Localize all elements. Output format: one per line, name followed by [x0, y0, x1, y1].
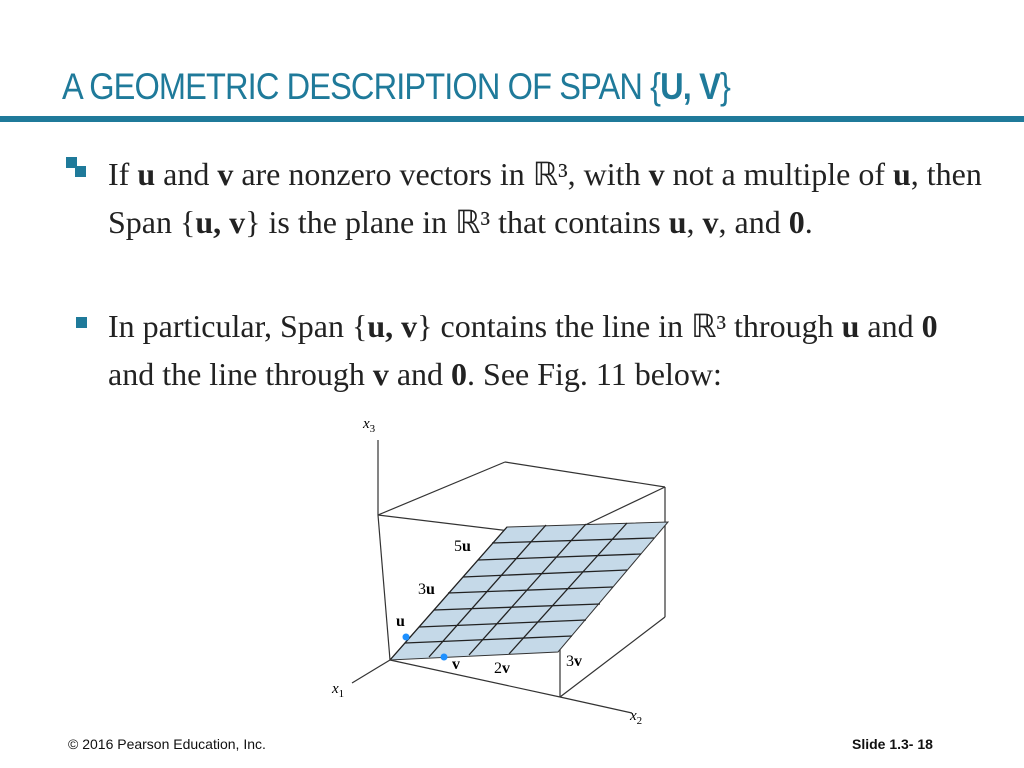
bullet-1-text: If u and v are nonzero vectors in ℝ³, with v not a multiple of u, then Span {u, v} is the plane in ℝ³ that contains u, v, and 0. [108, 156, 982, 240]
copyright-footer: © 2016 Pearson Education, Inc. [68, 736, 266, 752]
slide-title: A GEOMETRIC DESCRIPTION OF SPAN {U, V} [62, 66, 730, 107]
bullet-square-small-icon [76, 317, 88, 329]
point-u [403, 634, 410, 641]
label-v: v [452, 656, 460, 673]
title-divider [0, 116, 1024, 122]
axis-x2-label: $x_2$ [630, 708, 643, 727]
label-2v: 2v [494, 660, 510, 677]
label-3v: 3v [566, 653, 582, 670]
axis-x1-label: $x_1$ [332, 681, 345, 700]
label-5u: 5u [454, 538, 471, 555]
label-u: u [396, 613, 405, 630]
point-v [441, 654, 448, 661]
bullet-square-icon [66, 157, 88, 179]
bullet-2-text: In particular, Span {u, v} contains the line in ℝ³ through u and 0 and the line through v and 0. See Fig. 11 below: [108, 308, 938, 392]
slide-number: Slide 1.3- 18 [852, 736, 933, 752]
span-plane-figure [320, 410, 680, 730]
axis-x3-label: $x_3$ [363, 416, 376, 435]
label-3u: 3u [418, 581, 435, 598]
